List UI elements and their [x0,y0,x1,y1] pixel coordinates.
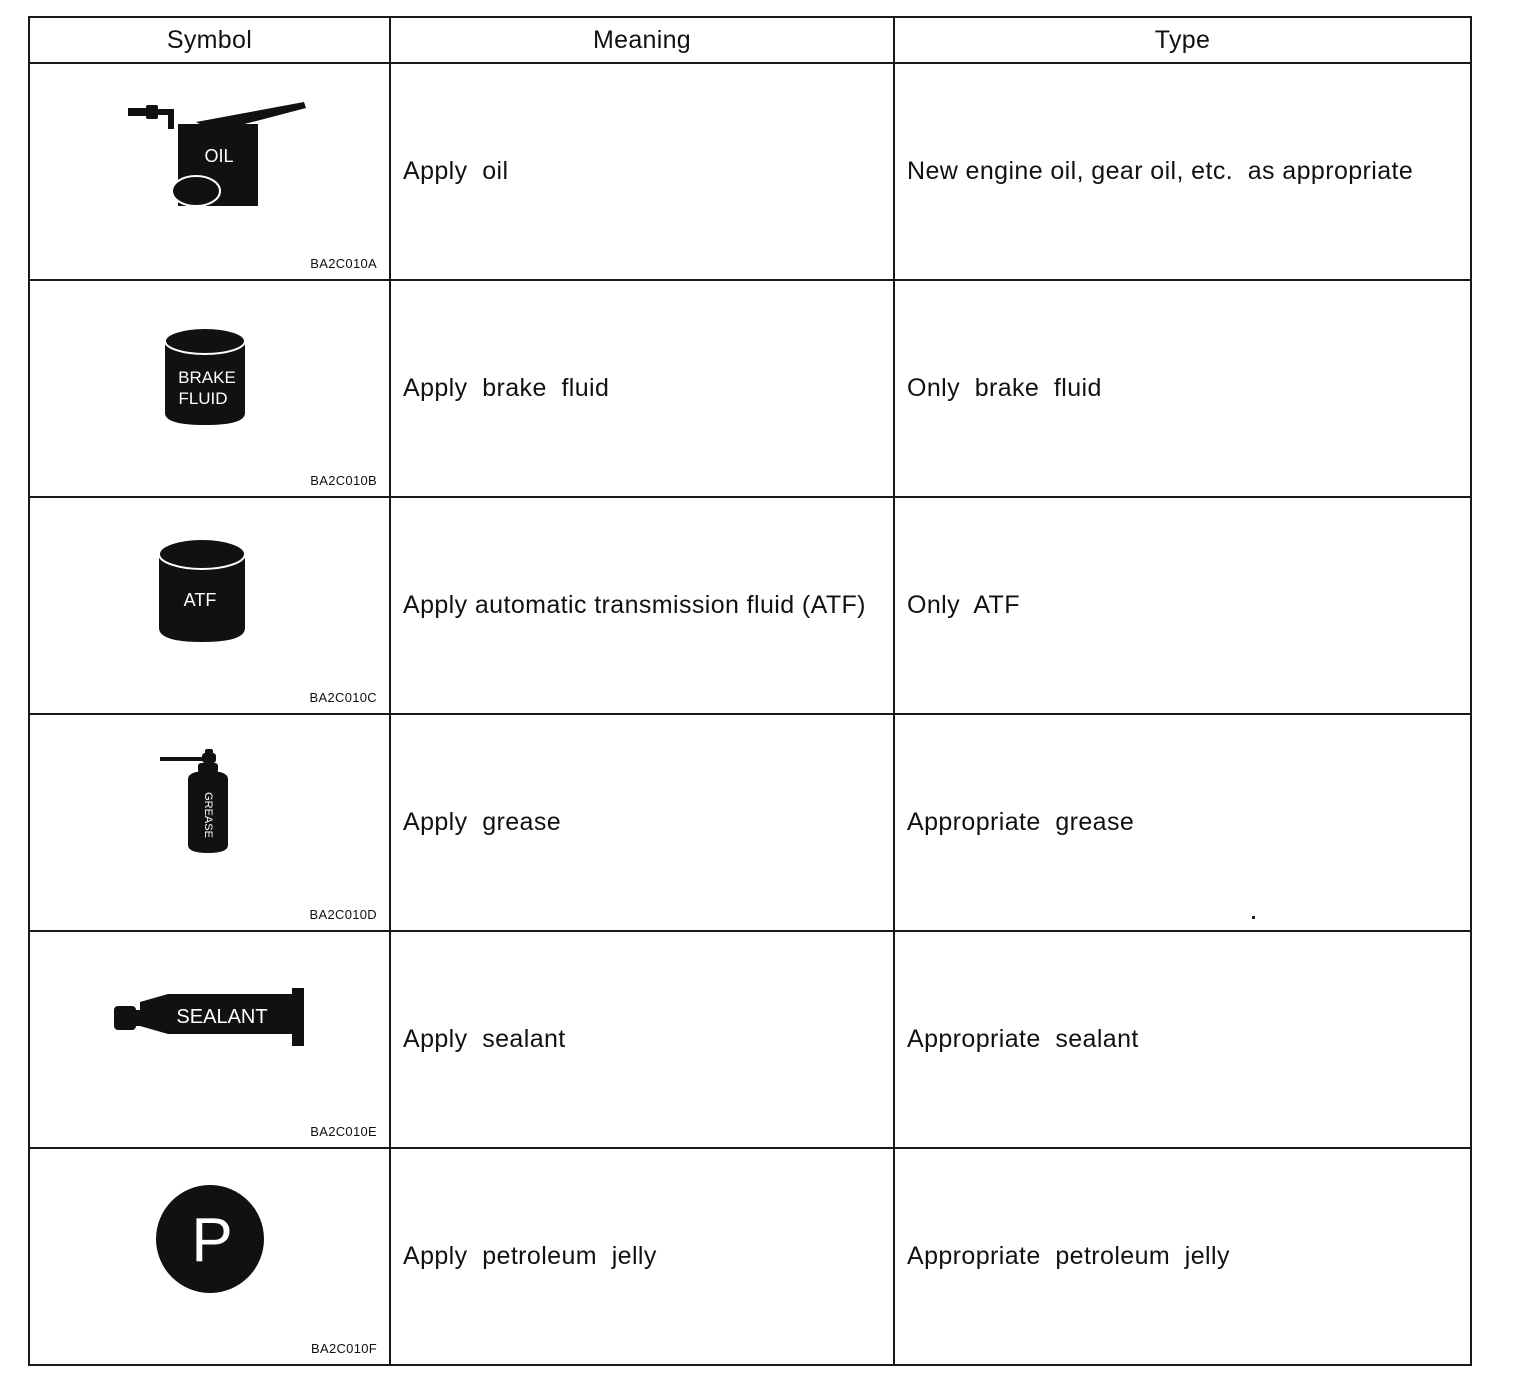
type-cell: Only ATF [894,497,1471,714]
figure-code: BA2C010F [311,1341,377,1356]
symbol-cell [29,280,390,497]
svg-text:GREASE: GREASE [202,792,214,838]
figure-code: BA2C010B [310,473,377,488]
svg-text:ATF: ATF [183,590,217,610]
header-symbol: Symbol [29,17,390,63]
svg-text:BRAKE: BRAKE [178,368,236,387]
figure-code: BA2C010D [309,907,377,922]
symbol-cell [29,714,390,931]
figure-code: BA2C010C [309,690,377,705]
scan-speck [1252,916,1255,919]
table-row [29,63,1471,280]
table-header-row [29,17,1471,63]
type-cell: Appropriate grease [894,714,1471,931]
grease-spray-can-icon [158,747,238,857]
symbol-cell [29,63,390,280]
sealant-tube-icon [112,986,312,1048]
type-cell: Appropriate petroleum jelly [894,1148,1471,1365]
petroleum-jelly-circle-icon [154,1183,266,1295]
figure-code: BA2C010A [310,256,377,271]
table-row [29,1148,1471,1365]
atf-can-icon [156,536,252,646]
type-cell: Only brake fluid [894,280,1471,497]
brake-fluid-can-icon [162,325,252,430]
table-row [29,280,1471,497]
type-cell: Appropriate sealant [894,931,1471,1148]
symbol-cell [29,497,390,714]
symbol-cell [29,931,390,1148]
svg-text:SEALANT: SEALANT [176,1006,268,1028]
figure-code: BA2C010E [310,1124,377,1139]
svg-text:P: P [191,1206,233,1275]
table-row [29,714,1471,931]
meaning-cell: Apply petroleum jelly [390,1148,894,1365]
header-meaning: Meaning [390,17,894,63]
lubricant-symbol-table [28,16,1472,1366]
header-type: Type [894,17,1471,63]
table-row [29,931,1471,1148]
svg-text:FLUID: FLUID [178,389,228,408]
oil-can-icon [126,100,316,215]
table-row [29,497,1471,714]
meaning-cell: Apply brake fluid [390,280,894,497]
svg-text:OIL: OIL [204,146,234,166]
symbol-cell [29,1148,390,1365]
meaning-cell: Apply sealant [390,931,894,1148]
type-cell: New engine oil, gear oil, etc. as appropriate [894,63,1471,280]
meaning-cell: Apply automatic transmission fluid (ATF) [390,497,894,714]
meaning-cell: Apply grease [390,714,894,931]
meaning-cell: Apply oil [390,63,894,280]
